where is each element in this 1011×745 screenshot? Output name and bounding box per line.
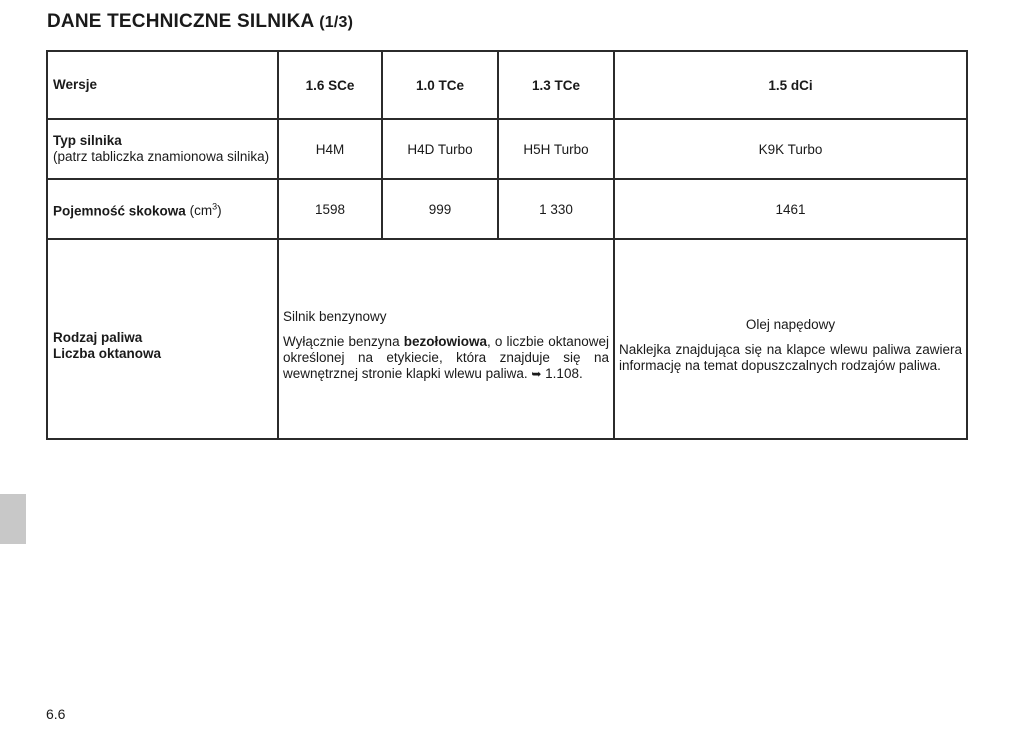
table-row-capacity xyxy=(47,179,967,239)
section-tab-marker xyxy=(0,494,26,544)
petrol-text-bold: bezołowiowa xyxy=(403,333,487,349)
page-title-text: DANE TECHNICZNE SILNIKA xyxy=(47,11,314,32)
capacity-unit-sup: 3 xyxy=(212,201,218,212)
versions-label: Wersje xyxy=(47,51,278,119)
fuel-type-label: Rodzaj paliwa xyxy=(53,329,143,345)
engine-type-note: (patrz tabliczka znamionowa silnika) xyxy=(53,149,270,164)
petrol-fuel-description xyxy=(283,334,609,382)
column-header-1-3-tce: 1.3 TCe xyxy=(498,51,614,119)
petrol-text-after: , o liczbie oktanowej określonej na etykiecie, która znajduje się na wewnętrznej stronie klapki wlewu paliwa. xyxy=(283,333,609,381)
diesel-fuel-cell xyxy=(614,239,967,439)
octane-label: Liczba oktanowa xyxy=(53,345,162,361)
capacity-label-cell xyxy=(47,179,278,239)
engine-type-value: H4M xyxy=(278,119,382,179)
capacity-unit-suffix: ) xyxy=(217,203,222,219)
page-title-part: (1/3) xyxy=(319,14,354,31)
petrol-reference: 1.108. xyxy=(541,365,583,381)
engine-type-value: H4D Turbo xyxy=(382,119,498,179)
capacity-unit xyxy=(190,203,222,218)
engine-type-label: Typ silnika xyxy=(53,133,122,148)
page-title xyxy=(47,11,353,33)
diesel-fuel-description: Naklejka znajdująca się na klapce wlewu paliwa zawiera informację na temat dopuszczalnych rodzajów paliwa. xyxy=(619,341,962,373)
reference-arrow-icon: ➥ xyxy=(531,366,542,381)
table-header-row xyxy=(47,51,967,119)
capacity-unit-prefix: (cm xyxy=(189,203,213,219)
engine-type-value: K9K Turbo xyxy=(614,119,967,179)
capacity-value: 1598 xyxy=(278,179,382,239)
engine-spec-table xyxy=(46,50,968,440)
capacity-value: 1 330 xyxy=(498,179,614,239)
capacity-value: 1461 xyxy=(614,179,967,239)
column-header-1-6-sce: 1.6 SCe xyxy=(278,51,382,119)
petrol-text-before: Wyłącznie benzyna xyxy=(283,333,404,349)
fuel-label-cell xyxy=(47,239,278,439)
diesel-fuel-type: Olej napędowy xyxy=(745,316,836,332)
table-row-fuel xyxy=(47,239,967,439)
capacity-label: Pojemność skokowa xyxy=(53,203,186,219)
table-row-engine-type xyxy=(47,119,967,179)
page-number: 6.6 xyxy=(46,706,66,722)
column-header-1-0-tce: 1.0 TCe xyxy=(382,51,498,119)
column-header-1-5-dci: 1.5 dCi xyxy=(614,51,967,119)
engine-type-label-cell xyxy=(47,119,278,179)
capacity-value: 999 xyxy=(382,179,498,239)
petrol-fuel-cell xyxy=(278,239,614,439)
engine-type-value: H5H Turbo xyxy=(498,119,614,179)
petrol-fuel-type: Silnik benzynowy xyxy=(283,308,387,324)
